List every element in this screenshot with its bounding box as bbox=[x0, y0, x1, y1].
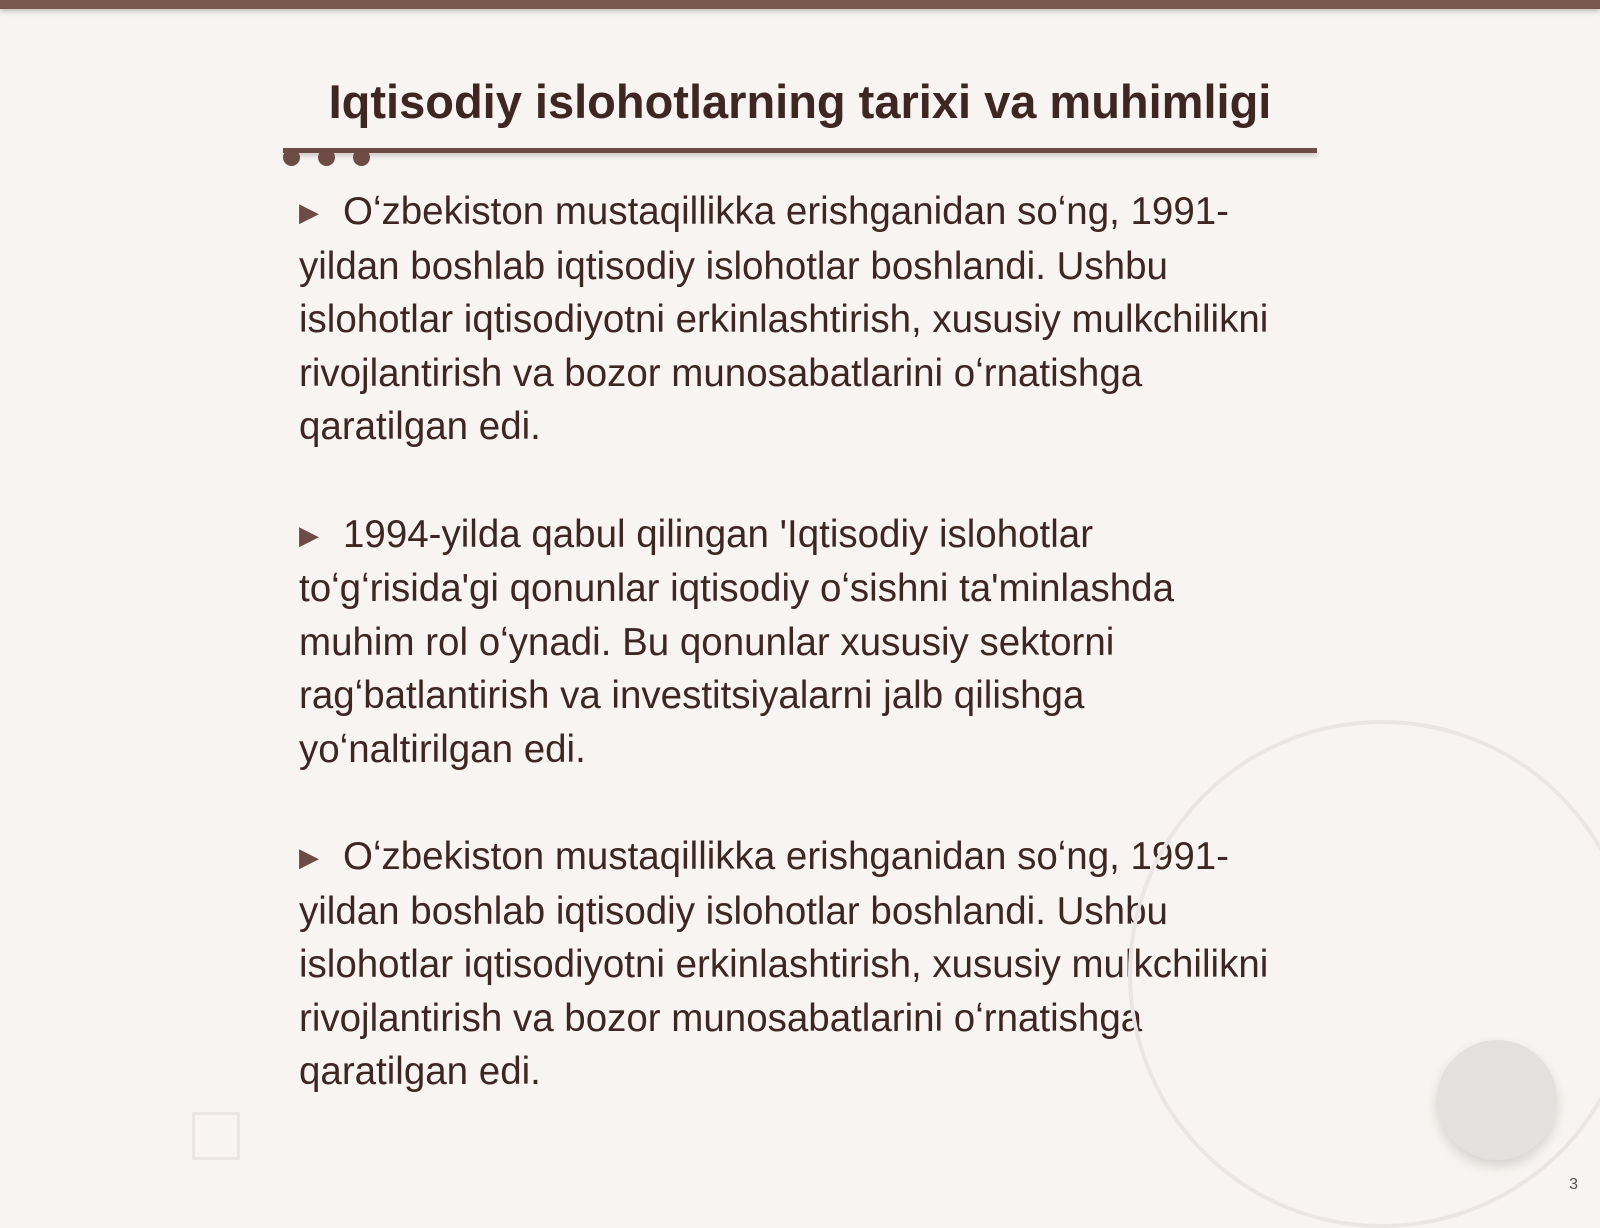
top-accent-bar bbox=[0, 0, 1600, 9]
decorative-dot-icon bbox=[318, 149, 335, 166]
triangle-right-icon: ▶ bbox=[299, 197, 319, 227]
decorative-dot-icon bbox=[283, 149, 300, 166]
bullet-text: Oʻzbekiston mustaqillikka erishganidan soʻng, 1991-yildan boshlab iqtisodiy islohotlar boshlandi. Ushbu islohotlar iqtisodiyotni erkinlashtirish, xususiy mulkchilikni rivojlantirish va bozor munosabatlarini oʻrnatishga qaratilgan edi. bbox=[299, 190, 1269, 448]
slide-title: Iqtisodiy islohotlarning tarixi va muhimligi bbox=[328, 75, 1272, 128]
bullet-text: Oʻzbekiston mustaqillikka erishganidan soʻng, 1991-yildan boshlab iqtisodiy islohotlar boshlandi. Ushbu islohotlar iqtisodiyotni erkinlashtirish, xususiy mulkchilikni rivojlantirish va bozor munosabatlarini oʻrnatishga qaratilgan edi. bbox=[299, 835, 1269, 1093]
title-underline bbox=[283, 148, 1317, 153]
triangle-right-icon: ▶ bbox=[299, 842, 319, 872]
bullet-text: 1994-yilda qabul qilingan 'Iqtisodiy islohotlar toʻgʻrisida'gi qonunlar iqtisodiy oʻsishni ta'minlashda muhim rol oʻynadi. Bu qonunlar xususiy sektorni ragʻbatlantirish va investitsiyalarni jalb qilishga yoʻnaltirilgan edi. bbox=[299, 512, 1175, 771]
bullet-item bbox=[299, 185, 1299, 454]
triangle-right-icon: ▶ bbox=[299, 519, 319, 550]
decorative-square bbox=[192, 1112, 240, 1160]
decorative-circle bbox=[1437, 1040, 1557, 1160]
decorative-dot-icon bbox=[353, 149, 370, 166]
slide-number: 3 bbox=[1569, 1176, 1578, 1193]
bullet-item bbox=[299, 508, 1299, 777]
